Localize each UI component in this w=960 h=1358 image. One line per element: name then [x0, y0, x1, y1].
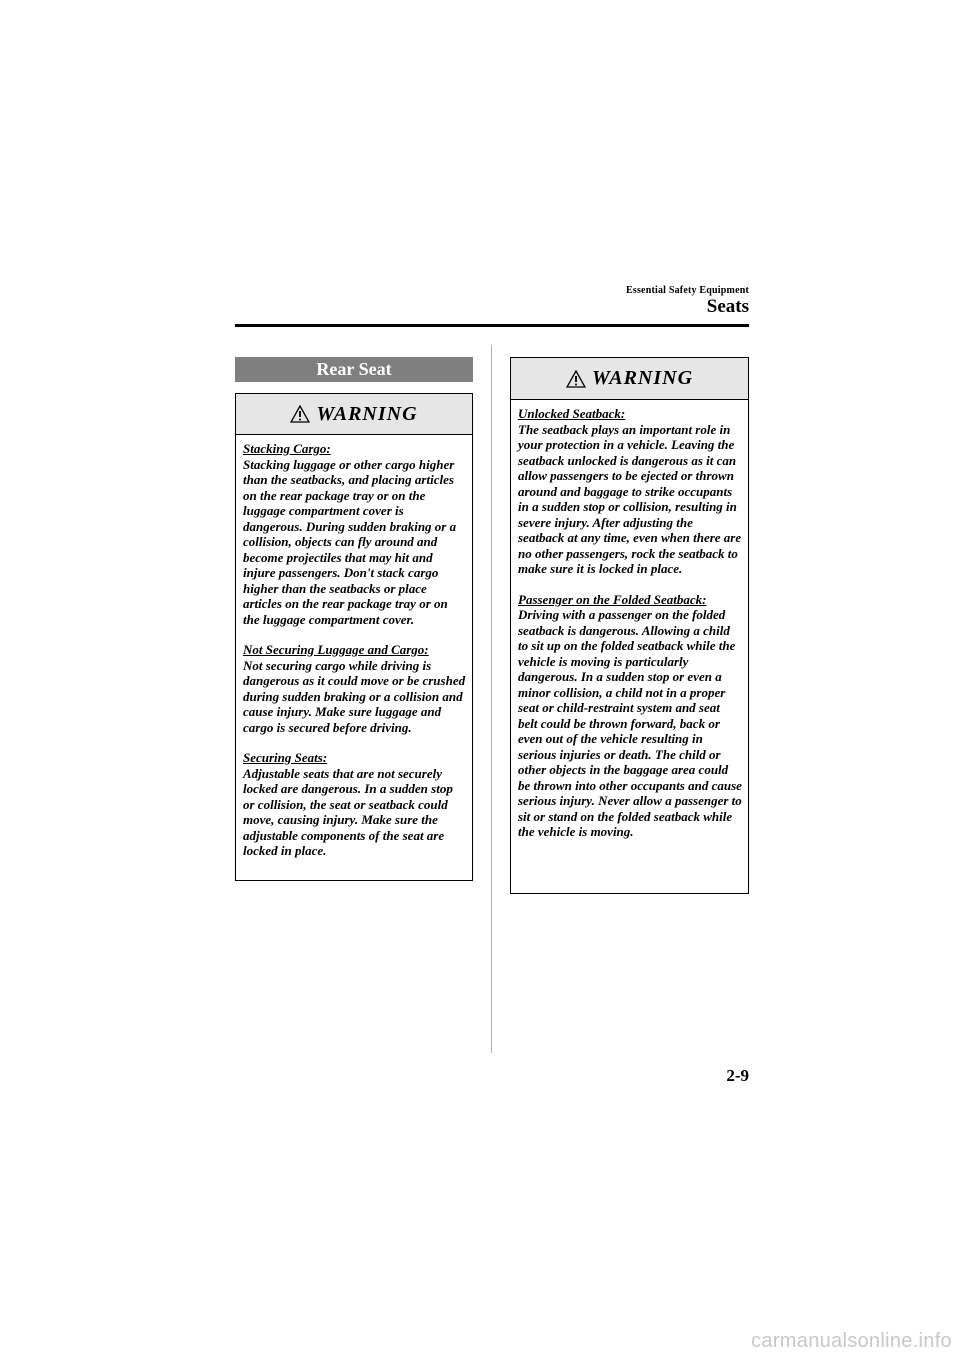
section-heading-rear-seat: Rear Seat [235, 357, 473, 382]
warning-box-left [235, 393, 473, 881]
warning-title: WARNING [591, 367, 694, 389]
warning-item-title: Securing Seats: [243, 750, 328, 765]
warning-title: WARNING [316, 402, 418, 425]
warning-box-right [510, 357, 749, 894]
warning-item-title: Passenger on the Folded Seatback: [518, 591, 707, 607]
warning-item-text: The seatback plays an important role in your protection in a vehicle. Leaving the seatback unlocked is dangerous as it can allow passengers to be ejected or thrown around and baggage to strike occupants in a sudden stop or collision, resulting in severe injury. After adjusting the seatback at any time, even when there are no other passengers, rock the seatback to make sure it is locked in place. [518, 421, 742, 576]
warning-item-text: Adjustable seats that are not securely locked are dangerous. In a sudden stop or collision, the seat or seatback could move, causing injury. Make sure the adjustable components of the seat are locked in place. [243, 765, 453, 858]
header-rule [235, 324, 749, 327]
warning-item-text: Stacking luggage or other cargo higher than the seatbacks, and placing articles on the rear package tray or on the luggage compartment cover is dangerous. During sudden braking or a collision, objects can fly around and become projectiles that may hit and injure passengers. Don't stack cargo higher than the seatbacks or place articles on the rear package tray or on the luggage compartment cover. [243, 456, 457, 627]
running-header-title: Seats [706, 296, 749, 317]
warning-item [243, 441, 466, 627]
page-number: 2-9 [726, 1066, 749, 1085]
column-divider [491, 345, 492, 1053]
warning-item-title: Not Securing Luggage and Cargo: [243, 642, 429, 657]
warning-body-left [236, 435, 472, 867]
running-header-section: Essential Safety Equipment [626, 285, 749, 296]
warning-triangle-icon [566, 370, 586, 388]
warning-item-title: Unlocked Seatback: [518, 406, 626, 421]
warning-item [518, 592, 742, 840]
warning-item-text: Not securing cargo while driving is dangerous as it could move or be crushed during sudden braking or a collision and cause injury. Make sure luggage and cargo is secured before driving. [243, 657, 466, 735]
footer-watermark-url[interactable]: carmanualsonline.info [751, 1330, 952, 1352]
warning-item [518, 406, 742, 577]
warning-item-title: Stacking Cargo: [243, 441, 331, 456]
warning-header-left [236, 394, 472, 435]
warning-body-right [511, 400, 748, 848]
warning-header-right [511, 358, 748, 400]
warning-triangle-icon [290, 405, 310, 423]
warning-item [243, 750, 466, 859]
warning-item-text: Driving with a passenger on the folded seatback is dangerous. Allowing a child to sit up on the folded seatback while the vehicle is moving is particularly dangerous. In a sudden stop or even a minor collision, a child not in a proper seat or child-restraint system and seat belt could be thrown forward, back or even out of the vehicle resulting in serious injuries or death. The child or other objects in the baggage area could be thrown into other occupants and cause serious injury. Never allow a passenger to sit or stand on the folded seatback while the vehicle is moving. [518, 607, 742, 839]
warning-item [243, 642, 466, 735]
